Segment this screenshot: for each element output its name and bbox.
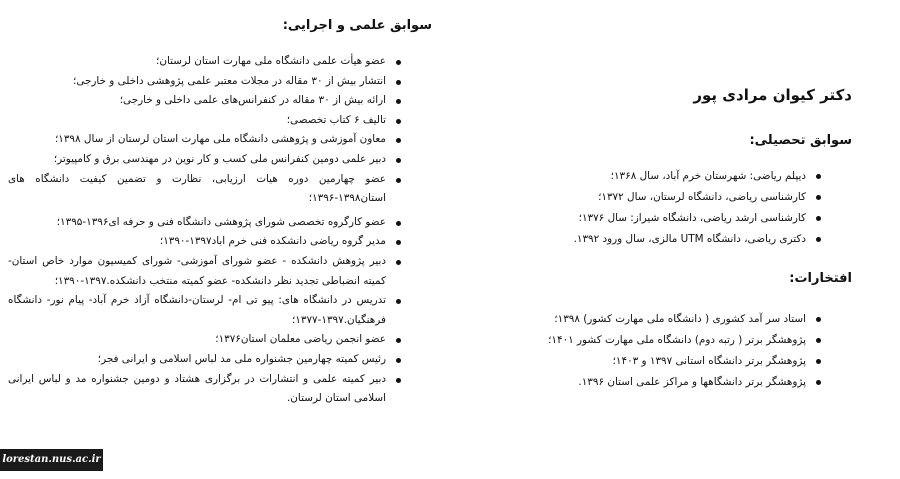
experience-item: انتشار بیش از ۳۰ مقاله در مجلات معتبر علمی پژوهشی داخلی و خارجی؛	[8, 72, 404, 92]
experience-item: رئیس کمیته چهارمین جشنواره ملی مد لباس اسلامی و ایرانی فجر؛	[8, 350, 404, 370]
honor-item: پژوهشگر برتر دانشگاهها و مراکز علمی استان ۱۳۹۶.	[548, 372, 824, 393]
experience-item: ارائه بیش از ۳۰ مقاله در کنفرانس‌های علمی داخلی و خارجی؛	[8, 91, 404, 111]
honors-list	[548, 309, 824, 393]
experience-item: تالیف ۶ کتاب تخصصی؛	[8, 111, 404, 131]
website-label[interactable]: lorestan.nus.ac.ir	[0, 449, 103, 471]
experience-item: عضو کارگروه تخصصی شورای پژوهشی دانشگاه فنی و حرفه ای۱۳۹۶-۱۳۹۵؛	[8, 213, 404, 233]
experience-item: معاون آموزشی و پژوهشی دانشگاه ملی مهارت استان لرستان از سال ۱۳۹۸؛	[8, 130, 404, 150]
experience-item: تدریس در دانشگاه های: پیو تی ام- لرستان-دانشگاه آزاد خرم آباد- پیام نور- دانشگاه فرهنگیان.۱۳۹۷-۱۳۷۷؛	[8, 291, 404, 330]
experience-item: دبیر علمی دومین کنفرانس ملی کسب و کار نوین در مهندسی برق و کامپیوتر؛	[8, 150, 404, 170]
honor-item: استاد سر آمد کشوری ( دانشگاه ملی مهارت کشور) ۱۳۹۸؛	[548, 309, 824, 330]
honor-item: پژوهشگر برتر ( رتبه دوم) دانشگاه ملی مهارت کشور ۱۴۰۱؛	[548, 330, 824, 351]
education-heading: سوابق تحصیلی:	[749, 133, 852, 148]
experience-item: عضو انجمن ریاضی معلمان استان۱۳۷۶؛	[8, 330, 404, 350]
education-item: دکتری ریاضی، دانشگاه UTM مالزی، سال ورود ۱۳۹۲.	[574, 229, 824, 250]
education-item: کارشناسی ارشد ریاضی، دانشگاه شیراز: سال ۱۳۷۶؛	[574, 208, 824, 229]
experience-item: دبیر کمیته علمی و انتشارات در برگزاری هشتاد و دومین جشنواره مد و لباس ایرانی اسلامی استان لرستان.	[8, 370, 404, 409]
honor-item: پژوهشگر برتر دانشگاه استانی ۱۳۹۷ و ۱۴۰۳؛	[548, 351, 824, 372]
experience-item: عضو هیأت علمی دانشگاه ملی مهارت استان لرستان؛	[8, 52, 404, 72]
experience-heading: سوابق علمی و اجرایی:	[282, 18, 432, 33]
education-item: دیپلم ریاضی: شهرستان خرم آباد، سال ۱۳۶۸؛	[574, 166, 824, 187]
education-list	[574, 166, 824, 250]
education-item: کارشناسی ریاضی، دانشگاه لرستان، سال ۱۳۷۲؛	[574, 187, 824, 208]
experience-item: عضو چهارمین دوره هیات ارزیابی، نظارت و تضمین کیفیت دانشگاه های استان۱۳۹۸-۱۳۹۶؛	[8, 170, 404, 209]
experience-item: مدیر گروه ریاضی دانشکده فنی خرم اباد۱۳۹۷-۱۳۹۰؛	[8, 232, 404, 252]
person-name: دکتر کیوان مرادی پور	[693, 86, 852, 104]
experience-list	[8, 52, 404, 409]
honors-heading: افتخارات:	[789, 271, 852, 286]
experience-item: دبیر پژوهش دانشکده - عضو شورای آموزشی- شورای کمیسیون موارد خاص استان- کمیته انضباطی تجدید نظر دانشکده- عضو کمیته منتخب دانشکده.۱۳۹۷-۱۳۹۰؛	[8, 252, 404, 291]
